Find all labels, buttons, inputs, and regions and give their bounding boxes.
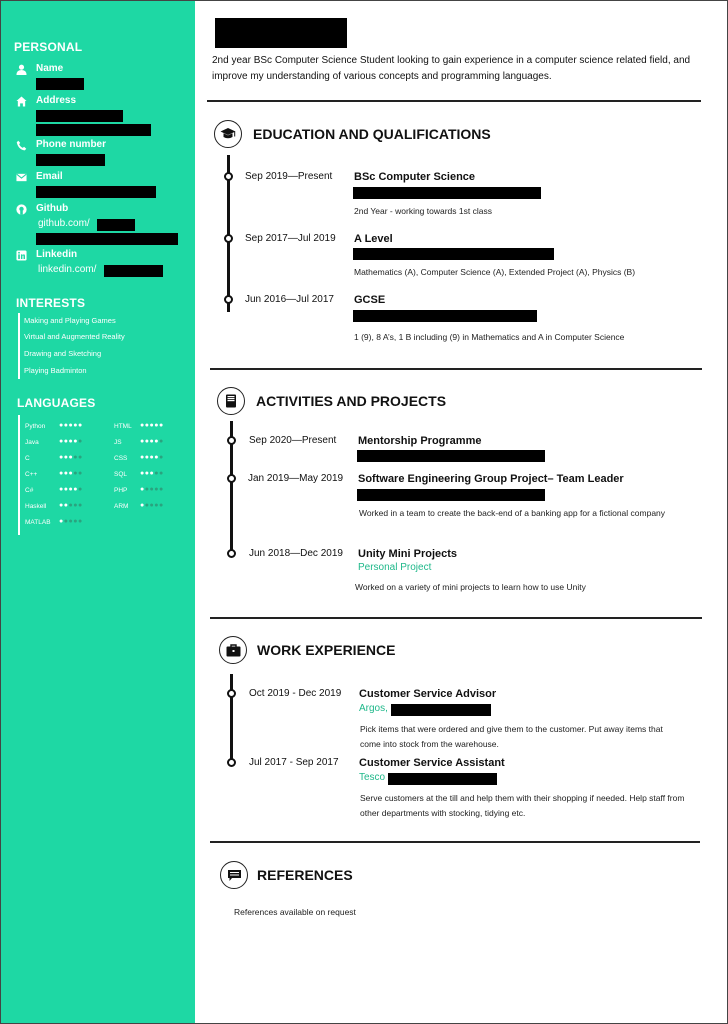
skill-dot-filled: ● xyxy=(149,438,155,445)
entry-title: Customer Service Assistant xyxy=(359,757,505,769)
skill-dot-filled: ● xyxy=(73,486,78,493)
skill-dot-empty: ● xyxy=(77,438,83,445)
summary-text: 2nd year BSc Computer Science Student looking to gain experience in a computer science related field, and improve my understanding of various concepts and programming languages. xyxy=(212,55,691,82)
github-extra-redacted xyxy=(36,233,178,245)
skill-dots xyxy=(59,518,83,525)
linkedin-label: Linkedin xyxy=(36,249,78,260)
entry-subtitle: Argos, xyxy=(359,703,388,714)
interests-line xyxy=(18,313,20,379)
entry-title: A Level xyxy=(354,233,393,245)
skill-dot-empty: ● xyxy=(144,502,150,509)
skill-dot-filled: ● xyxy=(59,454,64,461)
person-icon xyxy=(16,64,27,75)
language-name: JS xyxy=(114,439,122,446)
entry-date: Sep 2019—Present xyxy=(245,171,333,182)
skill-dot-filled: ● xyxy=(59,470,64,477)
graduation-cap-icon xyxy=(214,120,242,148)
skill-dot-filled: ● xyxy=(144,470,150,477)
skill-dot-empty: ● xyxy=(77,518,83,525)
mail-icon xyxy=(16,172,27,183)
skill-dot-empty: ● xyxy=(158,486,164,493)
entry-title: Unity Mini Projects xyxy=(358,548,458,560)
references-text: References available on request xyxy=(234,907,356,917)
entry-title: Software Engineering Group Project– Team Leader xyxy=(358,473,624,485)
languages-title: LANGUAGES xyxy=(17,396,96,410)
skill-dot-filled: ● xyxy=(154,438,159,445)
skill-dot-filled: ● xyxy=(144,422,150,429)
skill-dot-filled: ● xyxy=(63,438,69,445)
entry-description: Serve customers at the till and help them with their shopping if needed. Help staff from other departments with stocking, tidying etc. xyxy=(360,793,685,818)
interest-item: Making and Playing Games xyxy=(24,316,116,325)
interest-item: Playing Badminton xyxy=(24,366,87,375)
skill-dot-filled: ● xyxy=(68,438,74,445)
interest-item: Drawing and Sketching xyxy=(24,349,102,358)
language-name: Haskell xyxy=(25,503,47,510)
address-line-2-redacted xyxy=(36,124,151,136)
name-header-redacted xyxy=(215,18,347,48)
entry-subtitle: Personal Project xyxy=(358,562,432,573)
sidebar xyxy=(1,1,195,1023)
skill-dot-filled: ● xyxy=(63,422,69,429)
skill-dot-filled: ● xyxy=(144,438,150,445)
skill-dot-empty: ● xyxy=(149,502,155,509)
book-icon xyxy=(217,387,245,415)
entry-date: Oct 2019 - Dec 2019 xyxy=(249,688,342,699)
skill-dot-filled: ● xyxy=(144,454,150,461)
skill-dot-filled: ● xyxy=(140,438,145,445)
skill-dot-filled: ● xyxy=(154,422,159,429)
entry-description: 1 (9), 8 A’s, 1 B including (9) in Mathematics and A in Computer Science xyxy=(354,332,625,342)
linkedin-icon xyxy=(16,250,27,261)
language-name: C xyxy=(25,455,30,462)
skill-dot-filled: ● xyxy=(68,486,74,493)
timeline-node xyxy=(224,234,233,243)
skill-dot-filled: ● xyxy=(59,422,64,429)
entry-date: Jun 2016—Jul 2017 xyxy=(245,294,334,305)
skill-dot-empty: ● xyxy=(63,518,69,525)
entry-date: Sep 2020—Present xyxy=(249,435,337,446)
skill-dot-empty: ● xyxy=(158,438,164,445)
skill-dots xyxy=(140,422,164,429)
skill-dot-filled: ● xyxy=(68,470,74,477)
name-redacted xyxy=(36,78,84,90)
entry-date: Sep 2017—Jul 2019 xyxy=(245,233,336,244)
language-name: Java xyxy=(25,439,39,446)
github-icon xyxy=(16,204,27,215)
skill-dot-filled: ● xyxy=(158,422,164,429)
language-name: ARM xyxy=(114,503,129,510)
education-heading: EDUCATION AND QUALIFICATIONS xyxy=(253,126,491,142)
skill-dot-filled: ● xyxy=(149,470,155,477)
divider xyxy=(210,617,702,619)
entry-date: Jun 2018—Dec 2019 xyxy=(249,548,343,559)
skill-dot-filled: ● xyxy=(68,422,74,429)
interests-title: INTERESTS xyxy=(16,296,86,310)
linkedin-value: linkedin.com/ xyxy=(38,264,97,275)
personal-title: PERSONAL xyxy=(14,40,83,54)
skill-dot-filled: ● xyxy=(59,486,64,493)
language-name: C++ xyxy=(25,471,38,478)
skill-dot-filled: ● xyxy=(149,454,155,461)
skill-dot-filled: ● xyxy=(140,454,145,461)
divider xyxy=(207,100,701,102)
speech-bubble-icon xyxy=(220,861,248,889)
email-label: Email xyxy=(36,171,63,182)
entry-subtitle: Tesco xyxy=(359,772,386,783)
employer-redacted xyxy=(388,773,497,785)
work-heading: WORK EXPERIENCE xyxy=(257,642,396,658)
skill-dot-empty: ● xyxy=(77,486,83,493)
language-name: SQL xyxy=(114,471,128,478)
entry-date: Jul 2017 - Sep 2017 xyxy=(249,757,339,768)
skill-dot-empty: ● xyxy=(73,454,78,461)
skill-dot-filled: ● xyxy=(63,470,69,477)
linkedin-handle-redacted xyxy=(104,265,163,277)
phone-icon xyxy=(16,140,27,151)
divider xyxy=(210,368,702,370)
activities-heading: ACTIVITIES AND PROJECTS xyxy=(256,393,447,409)
organisation-redacted xyxy=(357,450,545,462)
skill-dot-filled: ● xyxy=(140,502,145,509)
language-name: PHP xyxy=(114,487,128,494)
skill-dot-filled: ● xyxy=(140,470,145,477)
work-timeline xyxy=(230,674,233,762)
language-name: C# xyxy=(25,487,34,494)
email-redacted xyxy=(36,186,156,198)
entry-description: Worked on a variety of mini projects to learn how to use Unity xyxy=(355,582,586,592)
skill-dot-empty: ● xyxy=(149,486,155,493)
timeline-node xyxy=(224,172,233,181)
references-heading: REFERENCES xyxy=(257,867,353,883)
skill-dot-filled: ● xyxy=(68,454,74,461)
skill-dot-filled: ● xyxy=(59,502,64,509)
skill-dot-empty: ● xyxy=(73,470,78,477)
skill-dots xyxy=(140,470,164,477)
language-name: HTML xyxy=(114,423,132,430)
skill-dots xyxy=(59,502,83,509)
entry-description: Pick items that were ordered and give them to the customer. Put away items that come into stock from the warehouse. xyxy=(360,724,663,749)
skill-dot-empty: ● xyxy=(77,502,83,509)
skill-dots xyxy=(59,470,83,477)
github-handle-redacted xyxy=(97,219,135,231)
skill-dot-empty: ● xyxy=(154,486,159,493)
phone-label: Phone number xyxy=(36,139,107,150)
language-name: MATLAB xyxy=(25,519,51,526)
skill-dot-empty: ● xyxy=(154,470,159,477)
timeline-node xyxy=(227,689,236,698)
entry-title: GCSE xyxy=(354,294,386,306)
institution-redacted xyxy=(353,187,541,199)
skill-dot-empty: ● xyxy=(154,502,159,509)
skill-dot-empty: ● xyxy=(73,502,78,509)
divider xyxy=(210,841,700,843)
skill-dot-filled: ● xyxy=(59,518,64,525)
phone-redacted xyxy=(36,154,105,166)
skill-dot-empty: ● xyxy=(68,502,74,509)
skill-dot-filled: ● xyxy=(63,502,69,509)
skill-dot-empty: ● xyxy=(77,454,83,461)
skill-dots xyxy=(59,422,83,429)
briefcase-icon xyxy=(219,636,247,664)
entry-description: Worked in a team to create the back-end of a banking app for a fictional company xyxy=(359,508,666,518)
institution-redacted xyxy=(353,248,554,260)
skill-dot-empty: ● xyxy=(158,470,164,477)
github-label: Github xyxy=(36,203,69,214)
skill-dot-filled: ● xyxy=(154,454,159,461)
github-value: github.com/ xyxy=(38,218,90,229)
skill-dot-filled: ● xyxy=(140,422,145,429)
skill-dots xyxy=(140,486,164,493)
interest-item: Virtual and Augmented Reality xyxy=(24,332,125,341)
home-icon xyxy=(16,96,27,107)
skill-dot-empty: ● xyxy=(73,518,78,525)
skill-dots xyxy=(59,486,83,493)
entry-description: 2nd Year - working towards 1st class xyxy=(354,206,492,216)
skill-dot-empty: ● xyxy=(158,454,164,461)
languages-line xyxy=(18,415,20,535)
timeline-node xyxy=(227,549,236,558)
skill-dot-filled: ● xyxy=(77,422,83,429)
skill-dot-empty: ● xyxy=(77,470,83,477)
name-label: Name xyxy=(36,63,64,74)
employer-redacted xyxy=(391,704,491,716)
timeline-node xyxy=(227,758,236,767)
skill-dot-filled: ● xyxy=(63,454,69,461)
entry-title: Mentorship Programme xyxy=(358,435,482,447)
timeline-node xyxy=(224,295,233,304)
timeline-node xyxy=(227,436,236,445)
language-name: CSS xyxy=(114,455,128,462)
organisation-redacted xyxy=(357,489,545,501)
address-line-1-redacted xyxy=(36,110,123,122)
skill-dots xyxy=(59,454,83,461)
timeline-node xyxy=(227,474,236,483)
skill-dot-filled: ● xyxy=(59,438,64,445)
skill-dot-empty: ● xyxy=(68,518,74,525)
entry-title: Customer Service Advisor xyxy=(359,688,497,700)
address-label: Address xyxy=(36,95,77,106)
skill-dot-filled: ● xyxy=(73,438,78,445)
skill-dot-empty: ● xyxy=(158,502,164,509)
entry-title: BSc Computer Science xyxy=(354,171,476,183)
skill-dots xyxy=(140,438,164,445)
language-name: Python xyxy=(25,423,46,430)
skill-dots xyxy=(140,502,164,509)
skill-dot-filled: ● xyxy=(149,422,155,429)
skill-dots xyxy=(59,438,83,445)
institution-redacted xyxy=(353,310,537,322)
skill-dot-filled: ● xyxy=(140,486,145,493)
skill-dots xyxy=(140,454,164,461)
skill-dot-filled: ● xyxy=(63,486,69,493)
entry-description: Mathematics (A), Computer Science (A), Extended Project (A), Physics (B) xyxy=(354,267,636,277)
skill-dot-empty: ● xyxy=(144,486,150,493)
entry-date: Jan 2019—May 2019 xyxy=(248,473,344,484)
skill-dot-filled: ● xyxy=(73,422,78,429)
